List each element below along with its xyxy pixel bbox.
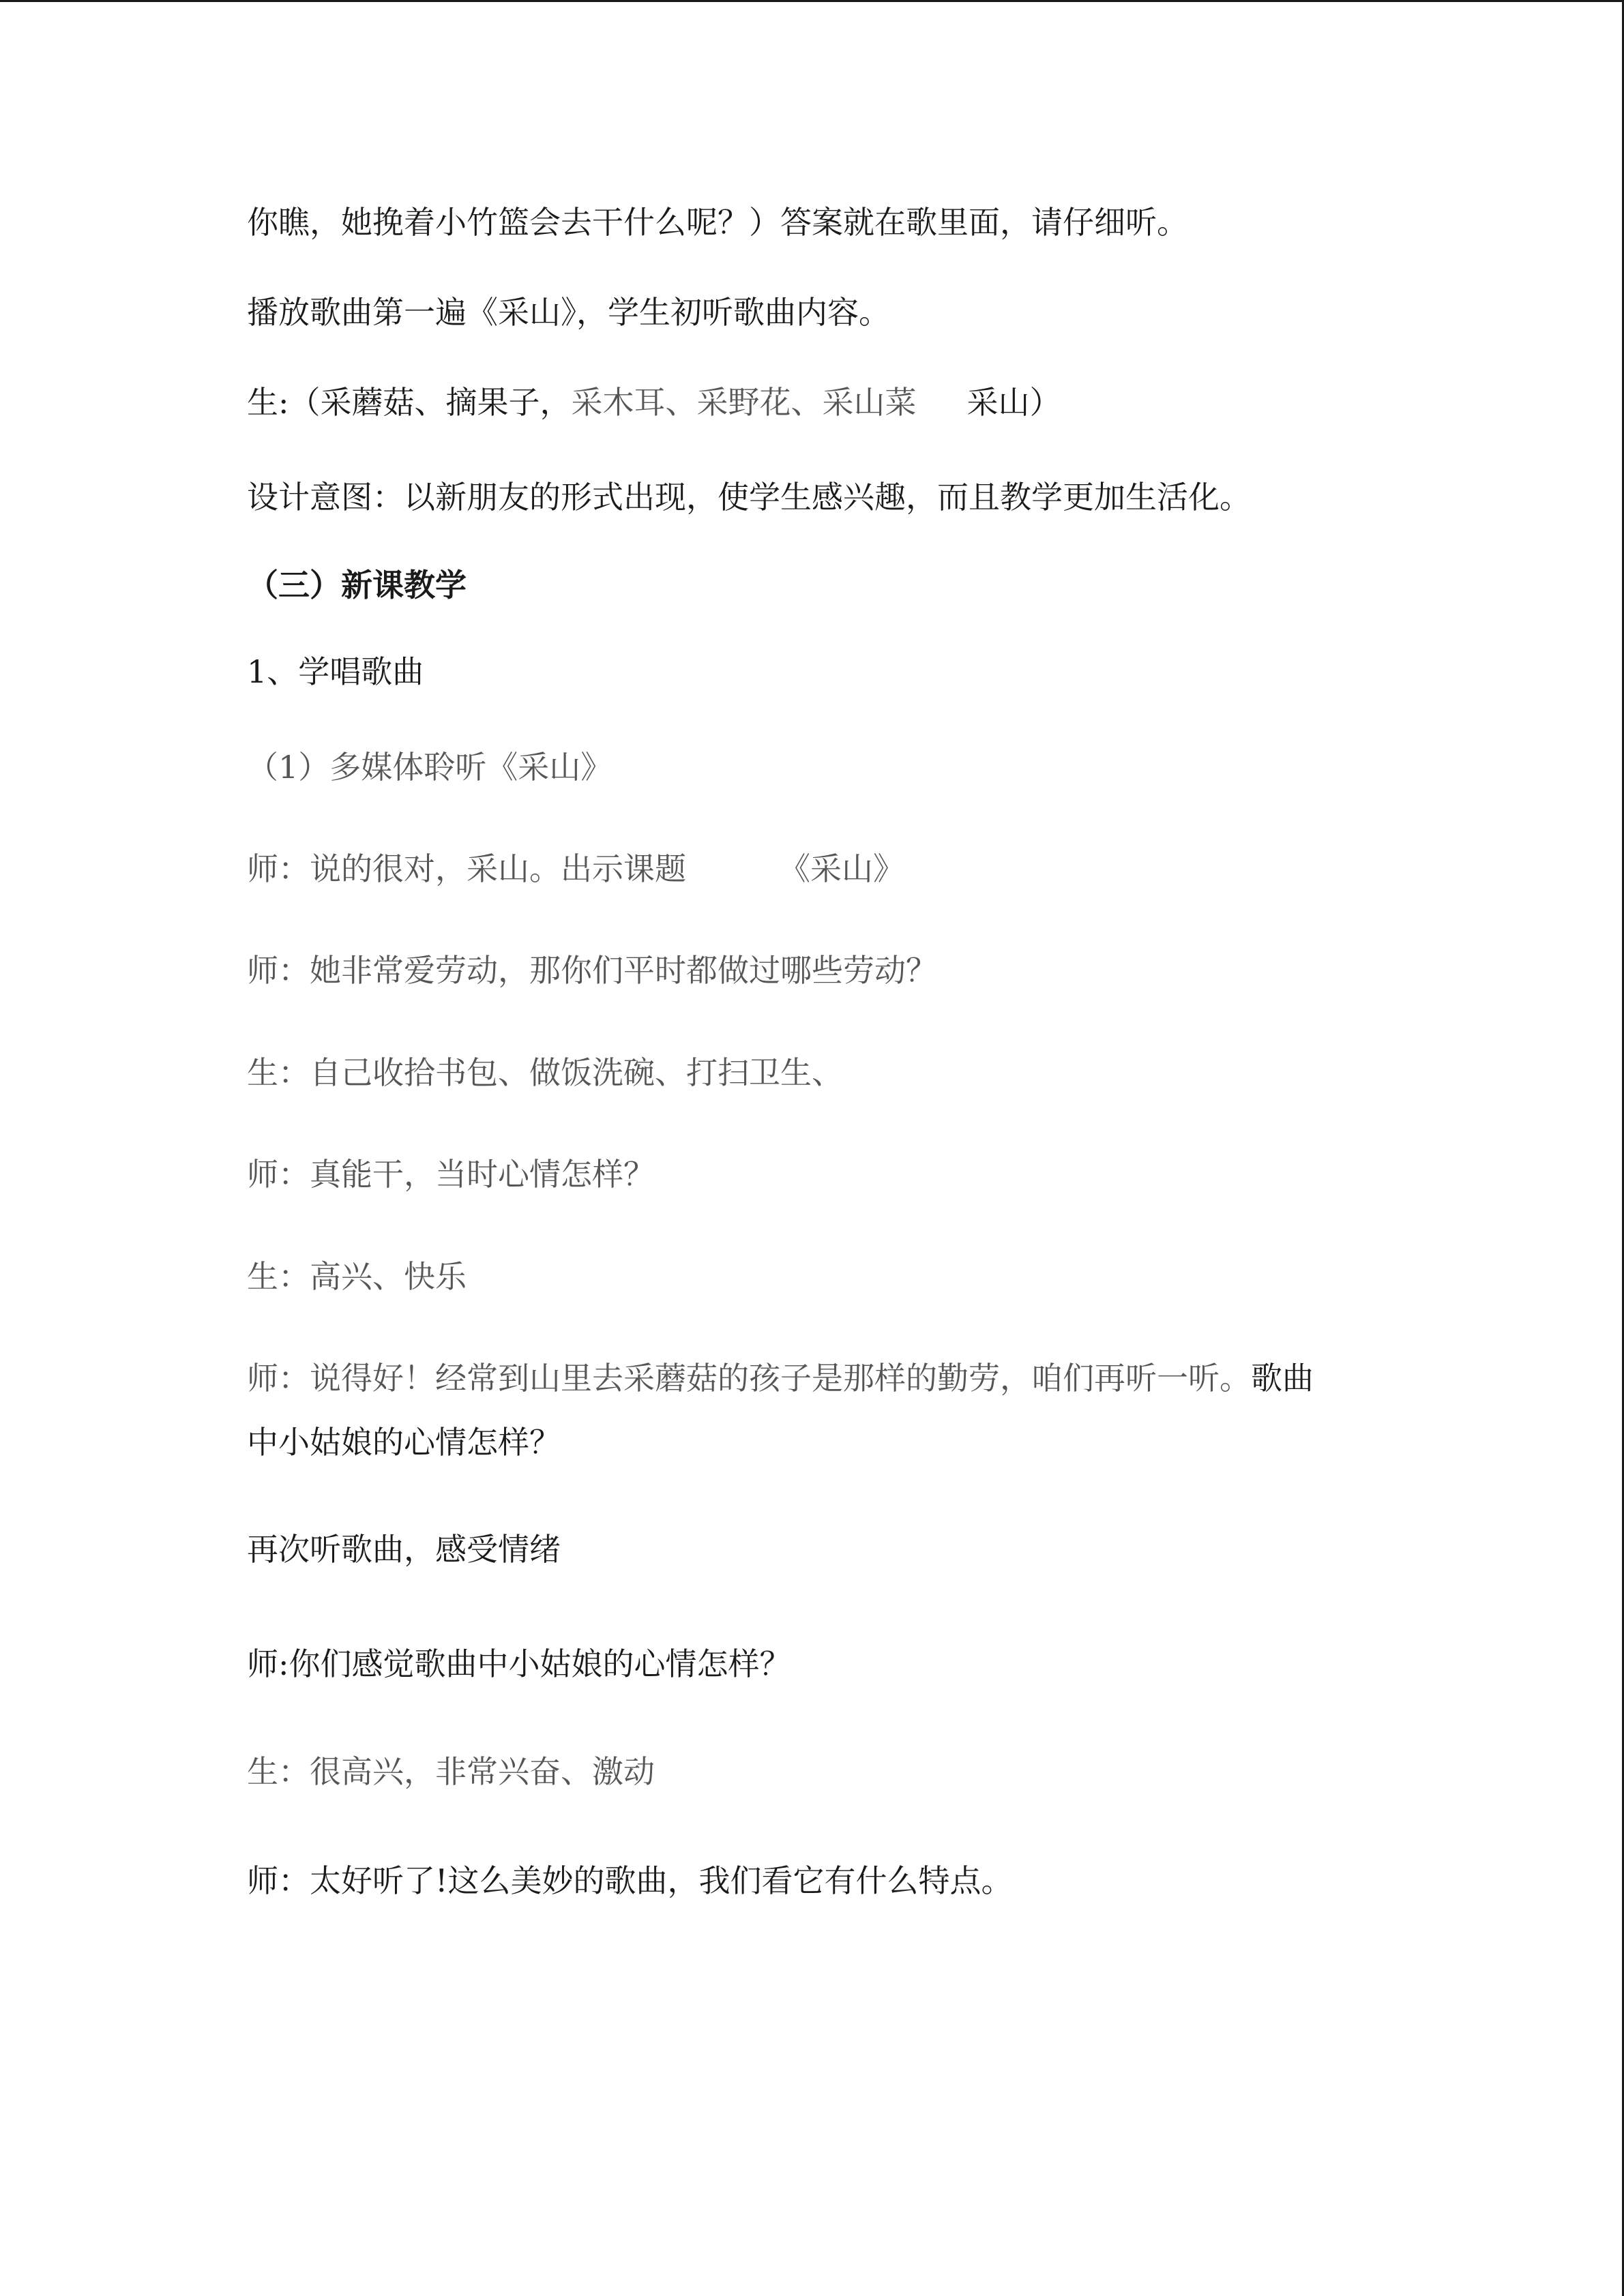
student-answer-part1: 生:（采蘑菇、摘果子， [247,384,572,421]
student-answer-part3: 采山） [966,384,1061,421]
paragraph-teacher-features: 师：太好听了!这么美妙的歌曲，我们看它有什么特点。 [247,1862,1013,1899]
paragraph-teacher-ask-mood: 师:你们感觉歌曲中小姑娘的心情怎样？ [247,1645,791,1682]
paragraph-student-happy: 生：高兴、快乐 [247,1258,467,1295]
document-page [247,0,1406,2296]
section-heading-new-lesson: （三）新课教学 [247,567,467,603]
paragraph-design-intent: 设计意图：以新朋友的形式出现，使学生感兴趣，而且教学更加生活化。 [247,479,1251,516]
paragraph-student-answer [247,382,1061,423]
paragraph-teacher-praise-cont: 中小姑娘的心情怎样？ [247,1424,561,1461]
paragraph-student-excited: 生：很高兴，非常兴奋、激动 [247,1753,655,1790]
teacher-topic-part2: 《采山》 [779,850,904,887]
paragraph-student-chores: 生：自己收拾书包、做饭洗碗、打扫卫生、 [247,1054,843,1091]
paragraph-teacher-topic [247,848,904,889]
subsection-heading-learn-song: 1、学唱歌曲 [247,653,424,690]
paragraph-play-song: 播放歌曲第一遍《采山》，学生初听歌曲内容。 [247,294,890,331]
teacher-praise-part1: 师：说得好！经常到山里去采蘑菇的孩子是那样的勤劳，咱们再听一听。 [247,1360,1251,1397]
teacher-praise-part2: 歌曲 [1251,1360,1314,1397]
student-answer-part2: 采木耳、采野花、采山菜 [571,384,917,421]
paragraph-teacher-praise [247,1358,1314,1399]
item-multimedia-listen: （1）多媒体聆听《采山》 [247,749,612,786]
paragraph-listen-again: 再次听歌曲，感受情绪 [247,1531,561,1568]
teacher-topic-part1: 师：说的很对，采山。出示课题 [247,850,686,887]
paragraph-question: 你瞧，她挽着小竹篮会去干什么呢？）答案就在歌里面，请仔细听。 [247,204,1188,241]
paragraph-teacher-feeling: 师：真能干，当时心情怎样？ [247,1156,655,1193]
paragraph-teacher-labor: 师：她非常爱劳动，那你们平时都做过哪些劳动？ [247,952,937,989]
